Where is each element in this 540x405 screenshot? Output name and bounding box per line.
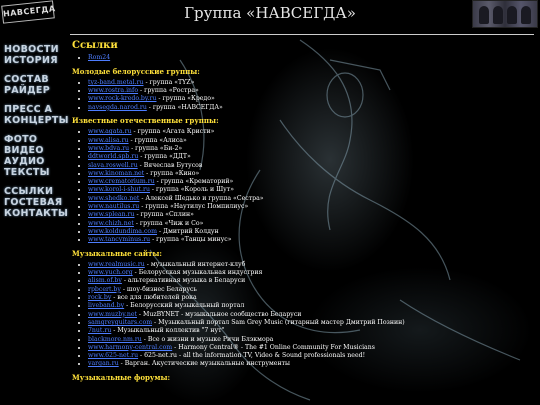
link-sections xyxy=(72,54,532,382)
link-description: - Музыкальный портал Sam Grey Music (гитарный мастер Дмитрий Познин) xyxy=(152,318,405,326)
nav-group-5 xyxy=(4,186,69,219)
external-link[interactable]: 7nut.ru xyxy=(88,327,112,335)
link-description: - группа «Танцы минус» xyxy=(150,236,232,244)
external-link[interactable]: samgreyguitars.com xyxy=(88,318,153,326)
external-link[interactable]: blackmore.nm.ru xyxy=(88,335,142,343)
nav-link-history[interactable]: ИСТОРИЯ xyxy=(4,55,58,66)
external-link[interactable]: www.harmony-central.com xyxy=(88,343,173,351)
link-list xyxy=(88,261,532,369)
external-link[interactable]: www.kinoman.net xyxy=(88,169,145,177)
nav-link-contacts[interactable]: КОНТАКТЫ xyxy=(4,208,69,219)
link-description: - группа «Ростра» xyxy=(138,87,199,95)
link-list-item xyxy=(88,153,532,161)
link-list-item xyxy=(88,137,532,145)
link-description: - Белорусский музыкальный портал xyxy=(124,302,245,310)
site-logo[interactable]: НАВСЕГДА xyxy=(1,0,55,23)
external-link[interactable]: www.alisa.ru xyxy=(88,136,129,144)
nav-group-2 xyxy=(4,74,64,96)
external-link[interactable]: www.koldundima.com xyxy=(88,227,158,235)
link-list-item xyxy=(88,95,532,103)
nav-link-press[interactable]: ПРЕСС А xyxy=(4,104,53,115)
link-description: - группа «ДДТ» xyxy=(138,153,191,161)
section-heading: Музыкальные форумы: xyxy=(72,372,171,382)
link-description: - 625-net.ru - all the information TV, Video & Sound professionals need! xyxy=(138,352,366,360)
nav-link-video[interactable]: ВИДЕО xyxy=(4,145,44,156)
link-description: - группа «НАВСЕГДА» xyxy=(146,103,223,111)
link-description: - Варган. Акустические музыкальные инструменты xyxy=(118,360,290,368)
link-description: - группа «Би-2» xyxy=(129,144,183,152)
external-link[interactable]: www.realmusic.ru xyxy=(88,260,145,268)
link-description: - группа «Кино» xyxy=(144,169,200,177)
external-link[interactable]: www.agata.ru xyxy=(88,128,132,136)
external-link[interactable]: alism.of.by xyxy=(88,277,122,285)
link-description: - группа «Агата Кристи» xyxy=(131,128,215,136)
link-description: - все для любителей рока xyxy=(111,294,197,302)
link-description: - Дмитрий Колдун xyxy=(157,227,219,235)
link-list-item xyxy=(88,211,532,219)
nav-link-links[interactable]: ССЫЛКИ xyxy=(4,186,54,197)
nav-group-3 xyxy=(4,104,69,126)
section-heading: Известные отечественные группы: xyxy=(72,116,219,126)
external-link[interactable]: www.625-net.ru xyxy=(88,352,139,360)
link-description: - группа «Чиж и Со» xyxy=(133,219,204,227)
external-link[interactable]: www.rostra.info xyxy=(88,87,139,95)
nav-group-1 xyxy=(4,44,64,66)
link-description: - группа «Король и Шут» xyxy=(149,186,234,194)
link-description: - группа «Крематорий» xyxy=(154,178,234,186)
link-list-item xyxy=(88,195,532,203)
external-link[interactable]: www.bdva.ru xyxy=(88,144,130,152)
link-description: - Алексей Шедько и группа «Сестра» xyxy=(139,194,264,202)
nav-link-guestbook[interactable]: ГОСТЕВАЯ xyxy=(4,197,63,208)
link-list-item xyxy=(88,145,532,153)
link-list-item xyxy=(88,87,532,95)
external-link[interactable]: www.korol-i-shut.ru xyxy=(88,186,150,194)
external-link[interactable]: www.yuch.org xyxy=(88,269,133,277)
link-list-item xyxy=(88,360,532,368)
link-list-item xyxy=(88,352,532,360)
link-description: - Музыкальный коллектив "7 нут" xyxy=(111,327,225,335)
external-link[interactable]: tyz-band.metal.ru xyxy=(88,78,144,86)
link-list-item xyxy=(88,261,532,269)
external-link[interactable]: rpbcert.by xyxy=(88,285,121,293)
nav-link-lyrics[interactable]: ТЕКСТЫ xyxy=(4,167,50,178)
nav-group-4 xyxy=(4,134,64,178)
link-description: - группа «TYZ» xyxy=(143,78,195,86)
link-list-item xyxy=(88,311,532,319)
link-description: - Harmony Central® - The #1 Online Community For Musicians xyxy=(172,343,375,351)
external-link[interactable]: www.tancyminus.ru xyxy=(88,236,151,244)
section-heading: Музыкальные сайты: xyxy=(72,248,162,258)
external-link[interactable]: www.crematorium.ru xyxy=(88,178,155,186)
section-heading: Молодые белорусские группы: xyxy=(72,66,200,76)
link-description: - Все о жизни и музыке Ричи Блэкмора xyxy=(141,335,274,343)
external-link[interactable]: www.rock-kredo.by.ru xyxy=(88,95,157,103)
link-description: - альтернативная музыка в Беларуси xyxy=(121,277,246,285)
link-list-item xyxy=(88,269,532,277)
link-list-item xyxy=(88,336,532,344)
link-list-item xyxy=(88,186,532,194)
link-list xyxy=(88,54,532,62)
external-link[interactable]: vargan.ru xyxy=(88,360,119,368)
link-list-item xyxy=(88,327,532,335)
link-list-item xyxy=(88,344,532,352)
external-link[interactable]: liveband.by xyxy=(88,302,125,310)
nav-link-news[interactable]: НОВОСТИ xyxy=(4,44,59,55)
nav-link-rider[interactable]: РАЙДЕР xyxy=(4,85,50,96)
header-divider xyxy=(70,34,534,35)
link-list-item xyxy=(88,220,532,228)
link-list-item xyxy=(88,162,532,170)
link-description: - Вячеслав Бутусов xyxy=(137,161,203,169)
external-link[interactable]: www.shedko.net xyxy=(88,194,140,202)
link-description: - группа «Алиса» xyxy=(128,136,187,144)
link-description: - музыкальный интернет-клуб xyxy=(144,260,246,268)
external-link[interactable]: www.splean.ru xyxy=(88,211,135,219)
link-list-item xyxy=(88,128,532,136)
link-description: - группа «Кредо» xyxy=(156,95,215,103)
links-content xyxy=(72,42,532,385)
link-description: - шоу-бизнес Беларусь xyxy=(120,285,197,293)
link-list xyxy=(88,128,532,244)
link-list-item xyxy=(88,302,532,310)
link-description: - группа «Сплин» xyxy=(134,211,194,219)
link-list-item xyxy=(88,104,532,112)
link-list-item xyxy=(88,236,532,244)
link-list-item xyxy=(88,54,532,62)
link-list-item xyxy=(88,79,532,87)
nav-link-concerts[interactable]: КОНЦЕРТЫ xyxy=(4,115,69,126)
band-photo xyxy=(472,0,538,28)
sidebar-nav xyxy=(4,44,69,227)
external-link[interactable]: Rom24 xyxy=(88,54,111,62)
link-list-item xyxy=(88,170,532,178)
link-list-item xyxy=(88,203,532,211)
link-description: - Белорусская музыкальная индустрия xyxy=(132,269,263,277)
link-list xyxy=(88,79,532,112)
link-list-item xyxy=(88,294,532,302)
external-link[interactable]: ddtworld.spb.ru xyxy=(88,153,139,161)
external-link[interactable]: slava.roswell.ru xyxy=(88,161,138,169)
external-link[interactable]: www.nautilus.ru xyxy=(88,203,140,211)
page-title: Группа «НАВСЕГДА» xyxy=(184,4,356,22)
link-list-item xyxy=(88,286,532,294)
link-description: - MuzBYNET - музыкальное сообщество Беларуси xyxy=(136,310,302,318)
nav-link-lineup[interactable]: СОСТАВ xyxy=(4,74,49,85)
external-link[interactable]: www.muzby.net xyxy=(88,310,137,318)
link-description: - группа «Наутилус Помпилиус» xyxy=(139,203,249,211)
nav-link-audio[interactable]: АУДИО xyxy=(4,156,45,167)
link-list-item xyxy=(88,319,532,327)
external-link[interactable]: rock.by xyxy=(88,294,112,302)
external-link[interactable]: www.chizh.net xyxy=(88,219,134,227)
link-list-item xyxy=(88,178,532,186)
external-link[interactable]: navsegda.narod.ru xyxy=(88,103,147,111)
content-heading: Ссылки xyxy=(72,40,118,51)
link-list-item xyxy=(88,277,532,285)
site-header xyxy=(0,0,540,36)
link-list-item xyxy=(88,228,532,236)
nav-link-photo[interactable]: ФОТО xyxy=(4,134,38,145)
